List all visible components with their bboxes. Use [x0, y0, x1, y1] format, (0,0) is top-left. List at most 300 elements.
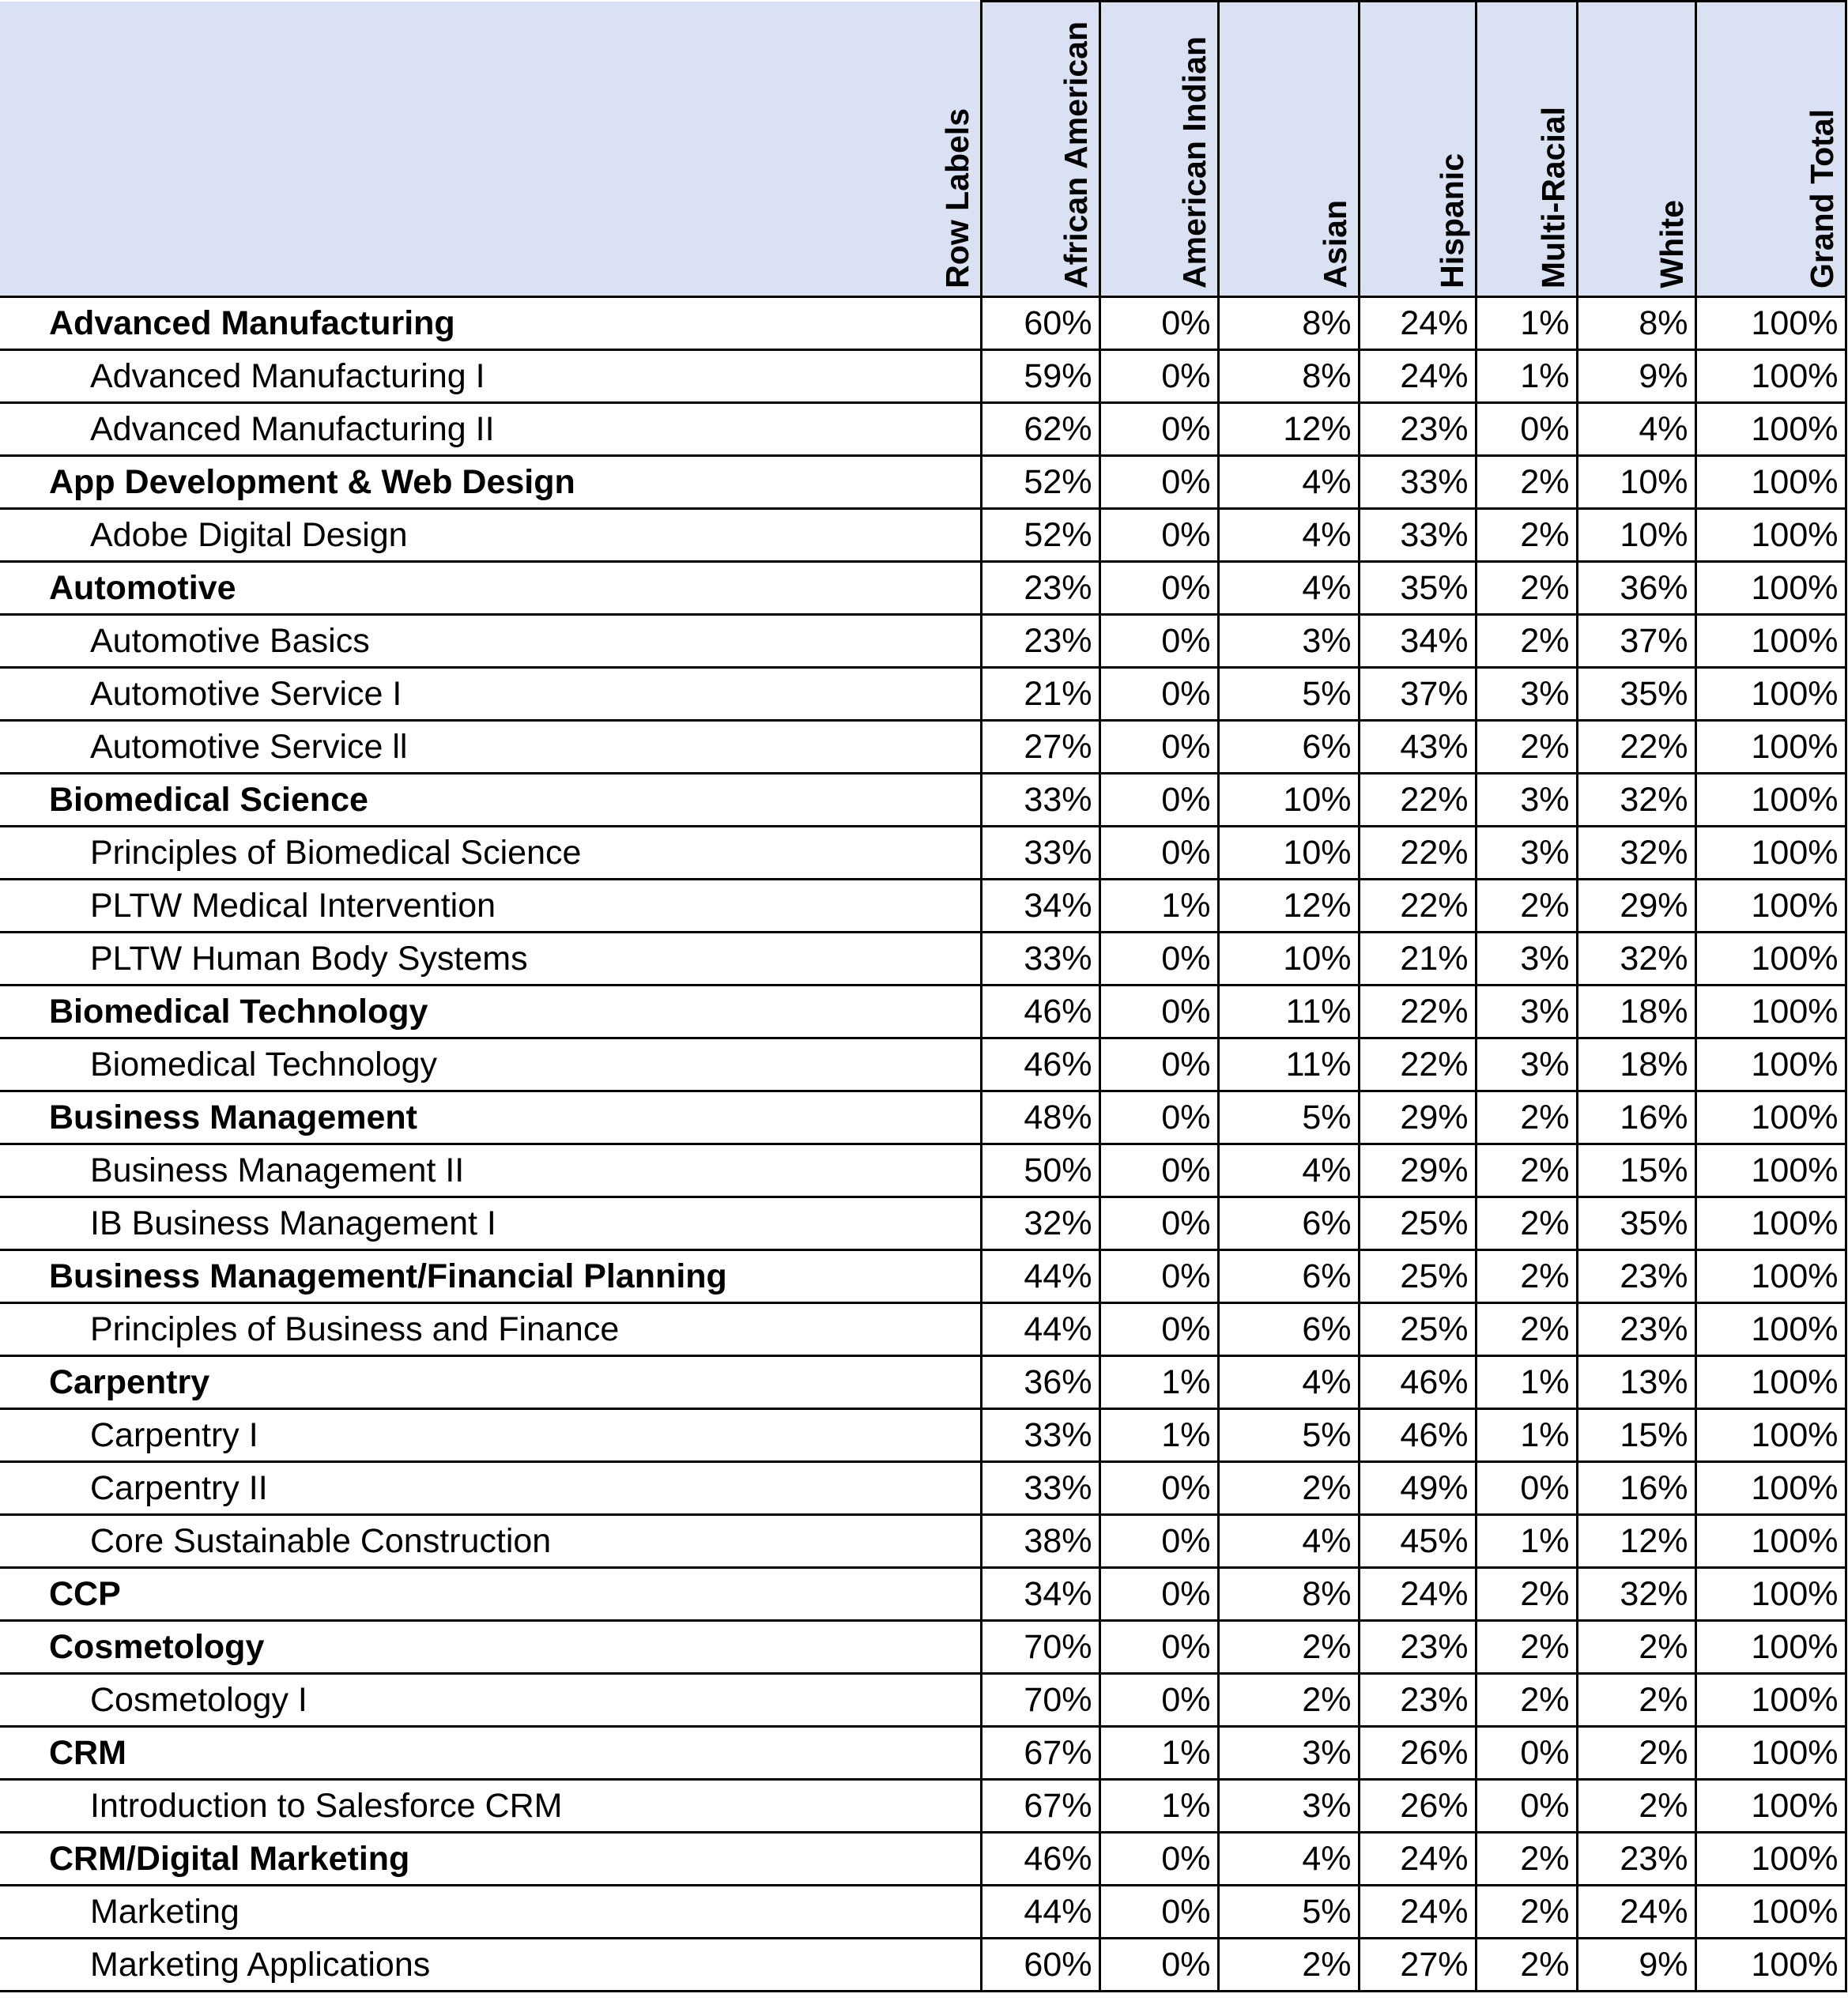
cell-asian[interactable]: 12% [1218, 880, 1359, 933]
header-african-american[interactable] [981, 2, 1099, 297]
row-label-cell[interactable]: Adobe Digital Design [0, 509, 981, 562]
cell-grand-total[interactable]: 100% [1695, 1515, 1846, 1568]
row-label-cell[interactable]: Business Management/Financial Planning [0, 1250, 981, 1303]
cell-white[interactable]: 22% [1577, 721, 1695, 774]
cell-african-american[interactable]: 60% [981, 1939, 1099, 1992]
cell-multi-racial[interactable]: 3% [1476, 774, 1577, 827]
cell-hispanic[interactable]: 24% [1359, 297, 1476, 350]
group-row[interactable] [0, 986, 1846, 1038]
cell-multi-racial[interactable]: 2% [1476, 1833, 1577, 1886]
cell-asian[interactable]: 3% [1218, 615, 1359, 668]
cell-white[interactable]: 23% [1577, 1833, 1695, 1886]
table-row[interactable] [0, 1780, 1846, 1833]
cell-multi-racial[interactable]: 2% [1476, 880, 1577, 933]
cell-white[interactable]: 23% [1577, 1303, 1695, 1356]
cell-hispanic[interactable]: 33% [1359, 456, 1476, 509]
cell-african-american[interactable]: 33% [981, 933, 1099, 986]
cell-hispanic[interactable]: 22% [1359, 880, 1476, 933]
cell-hispanic[interactable]: 49% [1359, 1462, 1476, 1515]
cell-african-american[interactable]: 67% [981, 1780, 1099, 1833]
cell-white[interactable]: 18% [1577, 1038, 1695, 1091]
cell-asian[interactable]: 6% [1218, 1197, 1359, 1250]
row-label-cell[interactable]: Business Management II [0, 1144, 981, 1197]
table-row[interactable] [0, 827, 1846, 880]
row-label-cell[interactable]: Marketing [0, 1886, 981, 1939]
cell-hispanic[interactable]: 37% [1359, 668, 1476, 721]
cell-white[interactable]: 16% [1577, 1091, 1695, 1144]
cell-african-american[interactable]: 23% [981, 615, 1099, 668]
row-label-cell[interactable]: App Development & Web Design [0, 456, 981, 509]
cell-american-indian[interactable]: 0% [1099, 1144, 1218, 1197]
cell-american-indian[interactable]: 1% [1099, 1409, 1218, 1462]
table-row[interactable] [0, 1886, 1846, 1939]
table-row[interactable] [0, 615, 1846, 668]
cell-asian[interactable]: 4% [1218, 456, 1359, 509]
cell-grand-total[interactable]: 100% [1695, 1038, 1846, 1091]
cell-hispanic[interactable]: 33% [1359, 509, 1476, 562]
cell-white[interactable]: 32% [1577, 774, 1695, 827]
cell-african-american[interactable]: 34% [981, 1568, 1099, 1621]
cell-hispanic[interactable]: 22% [1359, 774, 1476, 827]
cell-american-indian[interactable]: 0% [1099, 933, 1218, 986]
cell-grand-total[interactable]: 100% [1695, 1462, 1846, 1515]
cell-grand-total[interactable]: 100% [1695, 986, 1846, 1038]
cell-multi-racial[interactable]: 1% [1476, 297, 1577, 350]
cell-hispanic[interactable]: 21% [1359, 933, 1476, 986]
cell-american-indian[interactable]: 0% [1099, 350, 1218, 403]
header-hispanic[interactable] [1359, 2, 1476, 297]
cell-white[interactable]: 18% [1577, 986, 1695, 1038]
cell-american-indian[interactable]: 0% [1099, 456, 1218, 509]
cell-grand-total[interactable]: 100% [1695, 933, 1846, 986]
cell-grand-total[interactable]: 100% [1695, 1727, 1846, 1780]
cell-multi-racial[interactable]: 1% [1476, 350, 1577, 403]
cell-hispanic[interactable]: 29% [1359, 1091, 1476, 1144]
row-label-cell[interactable]: Automotive [0, 562, 981, 615]
cell-hispanic[interactable]: 43% [1359, 721, 1476, 774]
cell-white[interactable]: 9% [1577, 350, 1695, 403]
cell-asian[interactable]: 12% [1218, 403, 1359, 456]
cell-african-american[interactable]: 67% [981, 1727, 1099, 1780]
cell-multi-racial[interactable]: 2% [1476, 615, 1577, 668]
cell-grand-total[interactable]: 100% [1695, 1197, 1846, 1250]
cell-african-american[interactable]: 52% [981, 509, 1099, 562]
table-row[interactable] [0, 1674, 1846, 1727]
cell-multi-racial[interactable]: 2% [1476, 1303, 1577, 1356]
row-label-cell[interactable]: Marketing Applications [0, 1939, 981, 1992]
cell-asian[interactable]: 6% [1218, 1303, 1359, 1356]
cell-american-indian[interactable]: 1% [1099, 1780, 1218, 1833]
cell-hispanic[interactable]: 34% [1359, 615, 1476, 668]
cell-american-indian[interactable]: 0% [1099, 1462, 1218, 1515]
cell-grand-total[interactable]: 100% [1695, 1674, 1846, 1727]
cell-white[interactable]: 24% [1577, 1886, 1695, 1939]
cell-grand-total[interactable]: 100% [1695, 403, 1846, 456]
cell-white[interactable]: 2% [1577, 1674, 1695, 1727]
row-label-cell[interactable]: Cosmetology [0, 1621, 981, 1674]
cell-grand-total[interactable]: 100% [1695, 562, 1846, 615]
cell-multi-racial[interactable]: 3% [1476, 933, 1577, 986]
cell-african-american[interactable]: 33% [981, 827, 1099, 880]
row-label-cell[interactable]: Principles of Biomedical Science [0, 827, 981, 880]
cell-american-indian[interactable]: 0% [1099, 1303, 1218, 1356]
cell-multi-racial[interactable]: 2% [1476, 721, 1577, 774]
table-row[interactable] [0, 1515, 1846, 1568]
cell-african-american[interactable]: 33% [981, 1462, 1099, 1515]
row-label-cell[interactable]: Biomedical Technology [0, 986, 981, 1038]
cell-asian[interactable]: 4% [1218, 1144, 1359, 1197]
cell-asian[interactable]: 5% [1218, 1091, 1359, 1144]
cell-asian[interactable]: 5% [1218, 1886, 1359, 1939]
cell-hispanic[interactable]: 23% [1359, 403, 1476, 456]
cell-african-american[interactable]: 23% [981, 562, 1099, 615]
cell-white[interactable]: 32% [1577, 933, 1695, 986]
cell-grand-total[interactable]: 100% [1695, 1939, 1846, 1992]
cell-hispanic[interactable]: 26% [1359, 1780, 1476, 1833]
group-row[interactable] [0, 456, 1846, 509]
cell-white[interactable]: 15% [1577, 1409, 1695, 1462]
header-label: Multi-Racial [1534, 106, 1571, 288]
row-label-cell[interactable]: Carpentry I [0, 1409, 981, 1462]
group-row[interactable] [0, 1250, 1846, 1303]
cell-african-american[interactable]: 70% [981, 1674, 1099, 1727]
cell-american-indian[interactable]: 1% [1099, 880, 1218, 933]
table-row[interactable] [0, 1462, 1846, 1515]
cell-multi-racial[interactable]: 2% [1476, 1674, 1577, 1727]
cell-american-indian[interactable]: 0% [1099, 827, 1218, 880]
cell-asian[interactable]: 2% [1218, 1939, 1359, 1992]
cell-asian[interactable]: 4% [1218, 1515, 1359, 1568]
cell-american-indian[interactable]: 0% [1099, 1197, 1218, 1250]
cell-hispanic[interactable]: 22% [1359, 827, 1476, 880]
cell-asian[interactable]: 2% [1218, 1674, 1359, 1727]
cell-african-american[interactable]: 34% [981, 880, 1099, 933]
row-label-cell[interactable]: PLTW Human Body Systems [0, 933, 981, 986]
row-label-cell[interactable]: Introduction to Salesforce CRM [0, 1780, 981, 1833]
cell-grand-total[interactable]: 100% [1695, 1144, 1846, 1197]
row-label-cell[interactable]: Automotive Basics [0, 615, 981, 668]
cell-asian[interactable]: 4% [1218, 509, 1359, 562]
cell-asian[interactable]: 6% [1218, 721, 1359, 774]
cell-american-indian[interactable]: 0% [1099, 403, 1218, 456]
group-row[interactable] [0, 774, 1846, 827]
cell-african-american[interactable]: 50% [981, 1144, 1099, 1197]
cell-african-american[interactable]: 59% [981, 350, 1099, 403]
cell-hispanic[interactable]: 23% [1359, 1621, 1476, 1674]
cell-multi-racial[interactable]: 2% [1476, 1250, 1577, 1303]
cell-grand-total[interactable]: 100% [1695, 615, 1846, 668]
cell-multi-racial[interactable]: 2% [1476, 1939, 1577, 1992]
cell-grand-total[interactable]: 100% [1695, 297, 1846, 350]
cell-asian[interactable]: 11% [1218, 1038, 1359, 1091]
cell-asian[interactable]: 8% [1218, 1568, 1359, 1621]
cell-multi-racial[interactable]: 2% [1476, 1886, 1577, 1939]
cell-asian[interactable]: 10% [1218, 933, 1359, 986]
header-row-labels[interactable] [0, 2, 981, 297]
row-label-cell[interactable]: Cosmetology I [0, 1674, 981, 1727]
row-label-cell[interactable]: IB Business Management I [0, 1197, 981, 1250]
cell-white[interactable]: 9% [1577, 1939, 1695, 1992]
cell-american-indian[interactable]: 0% [1099, 1091, 1218, 1144]
group-row[interactable] [0, 562, 1846, 615]
cell-african-american[interactable]: 33% [981, 774, 1099, 827]
cell-american-indian[interactable]: 0% [1099, 986, 1218, 1038]
cell-american-indian[interactable]: 0% [1099, 1038, 1218, 1091]
cell-hispanic[interactable]: 29% [1359, 1144, 1476, 1197]
cell-african-american[interactable]: 44% [981, 1886, 1099, 1939]
cell-american-indian[interactable]: 0% [1099, 1939, 1218, 1992]
cell-grand-total[interactable]: 100% [1695, 456, 1846, 509]
table-row[interactable] [0, 403, 1846, 456]
cell-white[interactable]: 36% [1577, 562, 1695, 615]
cell-american-indian[interactable]: 0% [1099, 1674, 1218, 1727]
row-label-cell[interactable]: Core Sustainable Construction [0, 1515, 981, 1568]
cell-african-american[interactable]: 36% [981, 1356, 1099, 1409]
cell-hispanic[interactable]: 24% [1359, 1833, 1476, 1886]
group-row[interactable] [0, 1091, 1846, 1144]
cell-white[interactable]: 32% [1577, 827, 1695, 880]
cell-african-american[interactable]: 38% [981, 1515, 1099, 1568]
cell-hispanic[interactable]: 22% [1359, 986, 1476, 1038]
header-grand-total[interactable] [1695, 2, 1846, 297]
cell-african-american[interactable]: 48% [981, 1091, 1099, 1144]
cell-multi-racial[interactable]: 2% [1476, 1621, 1577, 1674]
cell-african-american[interactable]: 46% [981, 1833, 1099, 1886]
cell-african-american[interactable]: 33% [981, 1409, 1099, 1462]
row-label-cell[interactable]: Biomedical Science [0, 774, 981, 827]
row-label-cell[interactable]: CRM [0, 1727, 981, 1780]
cell-american-indian[interactable]: 1% [1099, 1727, 1218, 1780]
row-label-cell[interactable]: Advanced Manufacturing [0, 297, 981, 350]
cell-white[interactable]: 2% [1577, 1621, 1695, 1674]
cell-multi-racial[interactable]: 2% [1476, 1568, 1577, 1621]
table-row[interactable] [0, 1197, 1846, 1250]
cell-american-indian[interactable]: 0% [1099, 615, 1218, 668]
cell-white[interactable]: 10% [1577, 509, 1695, 562]
cell-african-american[interactable]: 52% [981, 456, 1099, 509]
table-row[interactable] [0, 721, 1846, 774]
cell-african-american[interactable]: 60% [981, 297, 1099, 350]
cell-white[interactable]: 13% [1577, 1356, 1695, 1409]
cell-multi-racial[interactable]: 0% [1476, 1780, 1577, 1833]
cell-african-american[interactable]: 62% [981, 403, 1099, 456]
row-label-cell[interactable]: Carpentry [0, 1356, 981, 1409]
cell-african-american[interactable]: 21% [981, 668, 1099, 721]
row-label-cell[interactable]: Advanced Manufacturing I [0, 350, 981, 403]
table-row[interactable] [0, 1038, 1846, 1091]
cell-multi-racial[interactable]: 3% [1476, 827, 1577, 880]
cell-american-indian[interactable]: 0% [1099, 1250, 1218, 1303]
cell-white[interactable]: 2% [1577, 1780, 1695, 1833]
table-row[interactable] [0, 933, 1846, 986]
cell-hispanic[interactable]: 23% [1359, 1674, 1476, 1727]
cell-american-indian[interactable]: 0% [1099, 297, 1218, 350]
cell-multi-racial[interactable]: 3% [1476, 668, 1577, 721]
cell-white[interactable]: 32% [1577, 1568, 1695, 1621]
cell-hispanic[interactable]: 25% [1359, 1250, 1476, 1303]
cell-american-indian[interactable]: 1% [1099, 1356, 1218, 1409]
cell-grand-total[interactable]: 100% [1695, 509, 1846, 562]
header-american-indian[interactable] [1099, 2, 1218, 297]
table-row[interactable] [0, 880, 1846, 933]
row-label-cell[interactable]: Advanced Manufacturing II [0, 403, 981, 456]
row-label-cell[interactable]: Business Management [0, 1091, 981, 1144]
cell-african-american[interactable]: 44% [981, 1303, 1099, 1356]
cell-multi-racial[interactable]: 3% [1476, 986, 1577, 1038]
cell-grand-total[interactable]: 100% [1695, 1780, 1846, 1833]
cell-multi-racial[interactable]: 1% [1476, 1409, 1577, 1462]
cell-multi-racial[interactable]: 0% [1476, 403, 1577, 456]
cell-hispanic[interactable]: 22% [1359, 1038, 1476, 1091]
cell-white[interactable]: 12% [1577, 1515, 1695, 1568]
cell-american-indian[interactable]: 0% [1099, 1833, 1218, 1886]
cell-grand-total[interactable]: 100% [1695, 350, 1846, 403]
cell-american-indian[interactable]: 0% [1099, 668, 1218, 721]
cell-grand-total[interactable]: 100% [1695, 827, 1846, 880]
row-label-cell[interactable]: Automotive Service ll [0, 721, 981, 774]
cell-grand-total[interactable]: 100% [1695, 1091, 1846, 1144]
cell-grand-total[interactable]: 100% [1695, 1303, 1846, 1356]
cell-african-american[interactable]: 46% [981, 986, 1099, 1038]
cell-hispanic[interactable]: 25% [1359, 1197, 1476, 1250]
cell-multi-racial[interactable]: 2% [1476, 456, 1577, 509]
cell-grand-total[interactable]: 100% [1695, 774, 1846, 827]
cell-hispanic[interactable]: 45% [1359, 1515, 1476, 1568]
row-label-cell[interactable]: PLTW Medical Intervention [0, 880, 981, 933]
table-row[interactable] [0, 668, 1846, 721]
cell-asian[interactable]: 3% [1218, 1780, 1359, 1833]
cell-multi-racial[interactable]: 2% [1476, 1144, 1577, 1197]
cell-grand-total[interactable]: 100% [1695, 1250, 1846, 1303]
cell-hispanic[interactable]: 46% [1359, 1356, 1476, 1409]
row-label-cell[interactable]: CRM/Digital Marketing [0, 1833, 981, 1886]
cell-asian[interactable]: 4% [1218, 562, 1359, 615]
cell-white[interactable]: 35% [1577, 1197, 1695, 1250]
cell-grand-total[interactable]: 100% [1695, 721, 1846, 774]
cell-asian[interactable]: 11% [1218, 986, 1359, 1038]
cell-american-indian[interactable]: 0% [1099, 562, 1218, 615]
cell-african-american[interactable]: 70% [981, 1621, 1099, 1674]
cell-grand-total[interactable]: 100% [1695, 668, 1846, 721]
cell-multi-racial[interactable]: 2% [1476, 1091, 1577, 1144]
cell-multi-racial[interactable]: 2% [1476, 1197, 1577, 1250]
cell-grand-total[interactable]: 100% [1695, 880, 1846, 933]
table-row[interactable] [0, 509, 1846, 562]
cell-multi-racial[interactable]: 2% [1476, 509, 1577, 562]
cell-african-american[interactable]: 27% [981, 721, 1099, 774]
cell-asian[interactable]: 2% [1218, 1621, 1359, 1674]
cell-asian[interactable]: 4% [1218, 1833, 1359, 1886]
cell-multi-racial[interactable]: 1% [1476, 1356, 1577, 1409]
cell-american-indian[interactable]: 0% [1099, 509, 1218, 562]
group-row[interactable] [0, 1727, 1846, 1780]
cell-white[interactable]: 35% [1577, 668, 1695, 721]
cell-asian[interactable]: 5% [1218, 668, 1359, 721]
cell-white[interactable]: 29% [1577, 880, 1695, 933]
cell-american-indian[interactable]: 0% [1099, 1515, 1218, 1568]
cell-asian[interactable]: 4% [1218, 1356, 1359, 1409]
cell-grand-total[interactable]: 100% [1695, 1833, 1846, 1886]
table-row[interactable] [0, 1144, 1846, 1197]
cell-asian[interactable]: 8% [1218, 350, 1359, 403]
cell-asian[interactable]: 10% [1218, 774, 1359, 827]
cell-hispanic[interactable]: 25% [1359, 1303, 1476, 1356]
cell-white[interactable]: 4% [1577, 403, 1695, 456]
group-row[interactable] [0, 1568, 1846, 1621]
cell-white[interactable]: 8% [1577, 297, 1695, 350]
table-row[interactable] [0, 1939, 1846, 1992]
cell-grand-total[interactable]: 100% [1695, 1621, 1846, 1674]
cell-white[interactable]: 16% [1577, 1462, 1695, 1515]
table-row[interactable] [0, 1303, 1846, 1356]
cell-hispanic[interactable]: 24% [1359, 350, 1476, 403]
row-label-cell[interactable]: Biomedical Technology [0, 1038, 981, 1091]
cell-grand-total[interactable]: 100% [1695, 1886, 1846, 1939]
cell-american-indian[interactable]: 0% [1099, 1621, 1218, 1674]
cell-asian[interactable]: 2% [1218, 1462, 1359, 1515]
cell-multi-racial[interactable]: 1% [1476, 1515, 1577, 1568]
cell-hispanic[interactable]: 35% [1359, 562, 1476, 615]
cell-american-indian[interactable]: 0% [1099, 721, 1218, 774]
cell-american-indian[interactable]: 0% [1099, 1568, 1218, 1621]
cell-african-american[interactable]: 44% [981, 1250, 1099, 1303]
header-white[interactable] [1577, 2, 1695, 297]
header-asian[interactable] [1218, 2, 1359, 297]
cell-asian[interactable]: 5% [1218, 1409, 1359, 1462]
cell-white[interactable]: 23% [1577, 1250, 1695, 1303]
cell-hispanic[interactable]: 24% [1359, 1886, 1476, 1939]
cell-hispanic[interactable]: 27% [1359, 1939, 1476, 1992]
cell-african-american[interactable]: 32% [981, 1197, 1099, 1250]
group-row[interactable] [0, 297, 1846, 350]
cell-asian[interactable]: 10% [1218, 827, 1359, 880]
row-label-cell[interactable]: Automotive Service I [0, 668, 981, 721]
group-row[interactable] [0, 1833, 1846, 1886]
cell-white[interactable]: 2% [1577, 1727, 1695, 1780]
cell-white[interactable]: 10% [1577, 456, 1695, 509]
header-multi-racial[interactable] [1476, 2, 1577, 297]
cell-african-american[interactable]: 46% [981, 1038, 1099, 1091]
row-label-cell[interactable]: Principles of Business and Finance [0, 1303, 981, 1356]
group-row[interactable] [0, 1356, 1846, 1409]
cell-multi-racial[interactable]: 2% [1476, 562, 1577, 615]
header-label: African American [1057, 21, 1094, 288]
cell-hispanic[interactable]: 26% [1359, 1727, 1476, 1780]
cell-hispanic[interactable]: 24% [1359, 1568, 1476, 1621]
group-row[interactable] [0, 1621, 1846, 1674]
cell-asian[interactable]: 8% [1218, 297, 1359, 350]
table-row[interactable] [0, 350, 1846, 403]
table-row[interactable] [0, 1409, 1846, 1462]
header-label: Grand Total [1803, 108, 1840, 288]
row-label-cell[interactable]: Carpentry II [0, 1462, 981, 1515]
cell-multi-racial[interactable]: 0% [1476, 1462, 1577, 1515]
row-label-cell[interactable]: CCP [0, 1568, 981, 1621]
header-label: American Indian [1175, 36, 1213, 288]
cell-hispanic[interactable]: 46% [1359, 1409, 1476, 1462]
cell-grand-total[interactable]: 100% [1695, 1356, 1846, 1409]
cell-multi-racial[interactable]: 0% [1476, 1727, 1577, 1780]
cell-white[interactable]: 37% [1577, 615, 1695, 668]
cell-white[interactable]: 15% [1577, 1144, 1695, 1197]
cell-grand-total[interactable]: 100% [1695, 1409, 1846, 1462]
cell-asian[interactable]: 3% [1218, 1727, 1359, 1780]
cell-american-indian[interactable]: 0% [1099, 774, 1218, 827]
cell-multi-racial[interactable]: 3% [1476, 1038, 1577, 1091]
cell-american-indian[interactable]: 0% [1099, 1886, 1218, 1939]
cell-asian[interactable]: 6% [1218, 1250, 1359, 1303]
cell-grand-total[interactable]: 100% [1695, 1568, 1846, 1621]
